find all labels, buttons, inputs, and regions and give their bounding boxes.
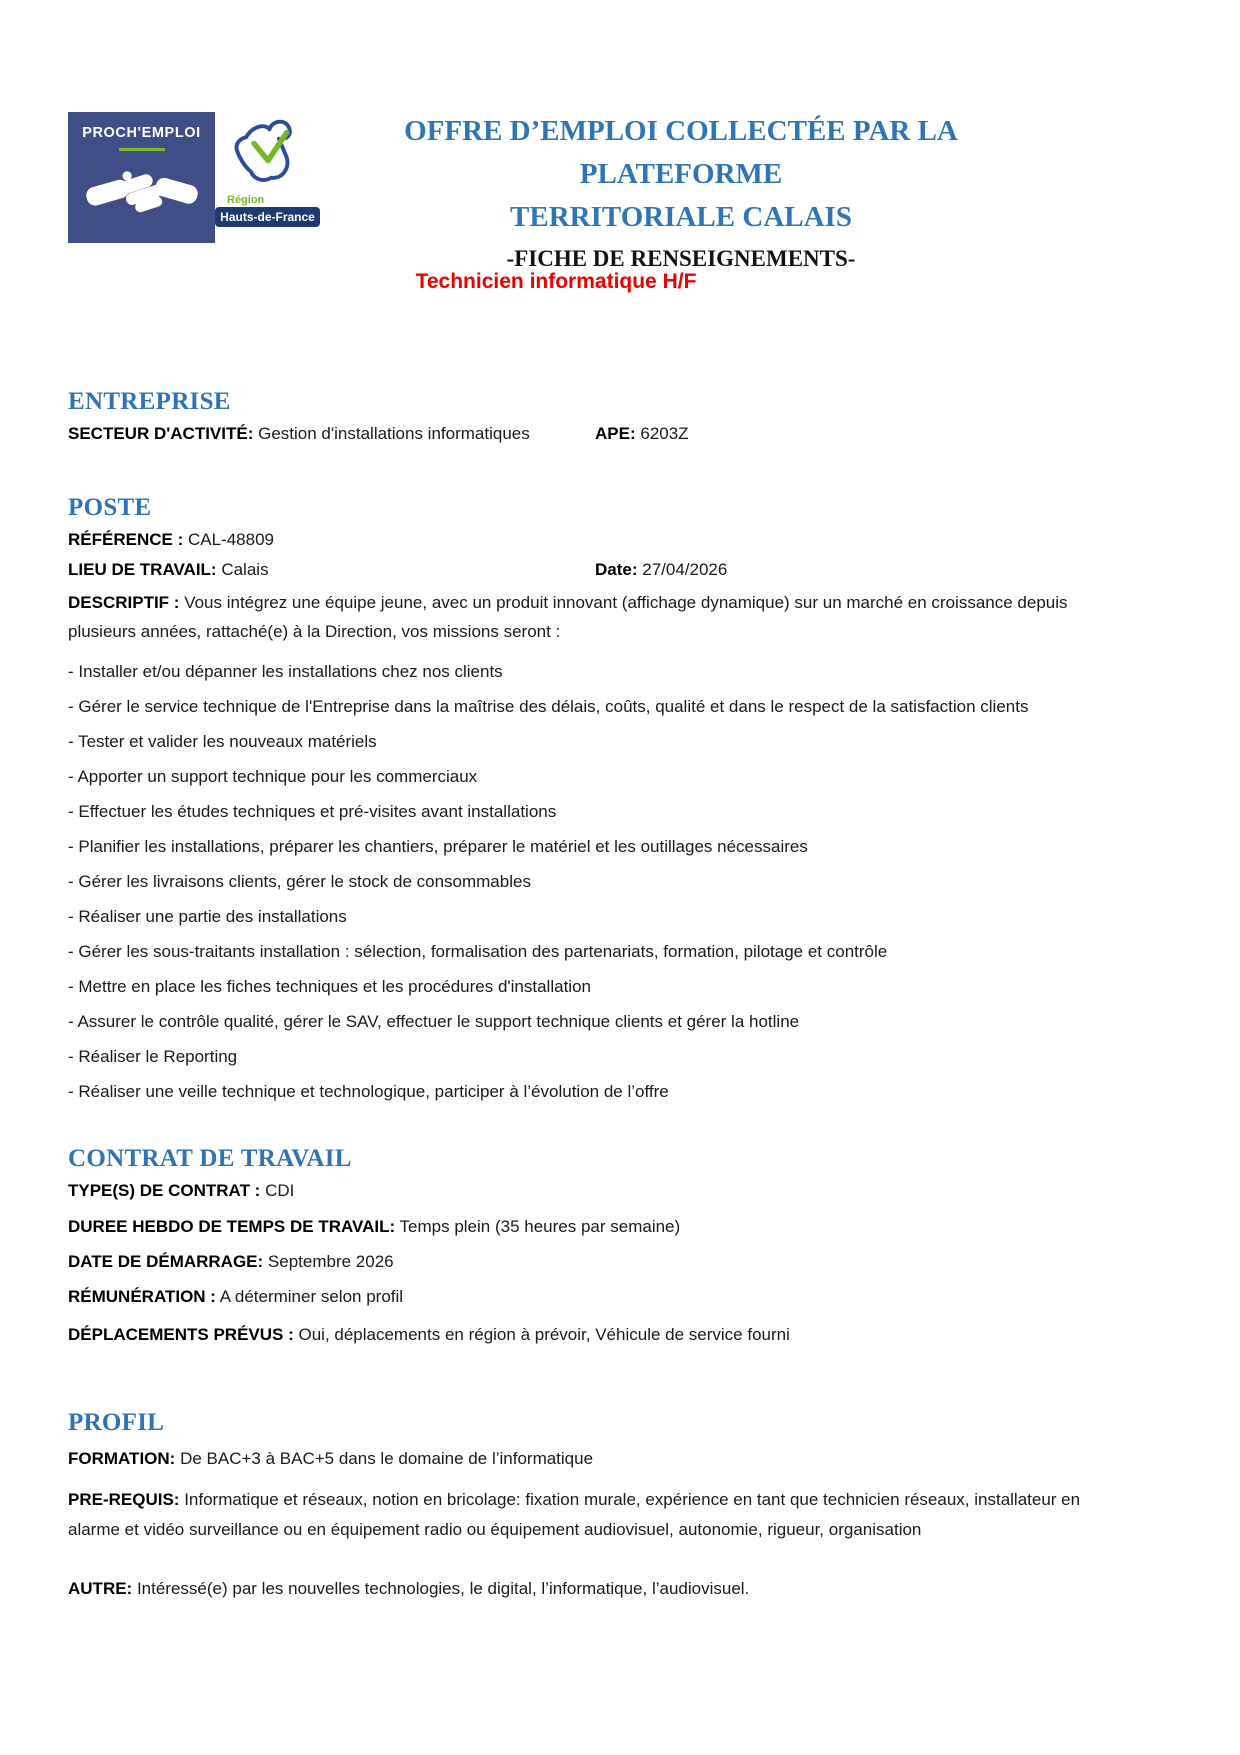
- type-contrat-label: TYPE(S) DE CONTRAT :: [68, 1181, 261, 1200]
- doc-title-line2: TERRITORIALE CALAIS: [510, 201, 852, 233]
- mission-item: - Assurer le contrôle qualité, gérer le SAV, effectuer le support technique clients et gérer la hotline: [68, 1012, 800, 1031]
- mission-item: - Effectuer les études techniques et pré-visites avant installations: [68, 802, 557, 821]
- formation-value: De BAC+3 à BAC+5 dans le domaine de l’informatique: [180, 1449, 594, 1468]
- job-title: Technicien informatique H/F: [415, 270, 697, 293]
- deplacements-row: [68, 1325, 1172, 1345]
- mission-item: - Installer et/ou dépanner les installations chez nos clients: [68, 662, 503, 681]
- reference-row: [68, 530, 1172, 550]
- france-map-heart-icon: [229, 116, 307, 193]
- document-body: [68, 388, 1172, 1599]
- prerequis-paragraph: [68, 1485, 1108, 1545]
- duree-hebdo-row: [68, 1217, 1172, 1237]
- reference-value: CAL-48809: [187, 530, 274, 549]
- brand-underline: [119, 148, 165, 151]
- ape-label: APE:: [595, 424, 636, 443]
- mission-item: - Tester et valider les nouveaux matériels: [68, 732, 377, 751]
- missions-list: [68, 654, 1172, 1109]
- autre-label: AUTRE:: [68, 1579, 133, 1598]
- secteur-activite-row: [68, 424, 1172, 444]
- lieu-travail-row: [68, 560, 1172, 580]
- remuneration-value: A déterminer selon profil: [219, 1287, 404, 1306]
- section-heading-contrat: CONTRAT DE TRAVAIL: [68, 1145, 352, 1172]
- date-label: Date:: [595, 560, 638, 579]
- ape-value: 6203Z: [640, 424, 689, 443]
- type-contrat-row: [68, 1181, 1172, 1201]
- mission-item: - Gérer les sous-traitants installation : sélection, formalisation des partenariats, formation, pilotage et contrôle: [68, 942, 888, 961]
- duree-hebdo-label: DUREE HEBDO DE TEMPS DE TRAVAIL:: [68, 1217, 396, 1236]
- formation-label: FORMATION:: [68, 1449, 176, 1468]
- descriptif-label: DESCRIPTIF :: [68, 593, 180, 612]
- duree-hebdo-value: Temps plein (35 heures par semaine): [399, 1217, 681, 1236]
- mission-item: - Gérer les livraisons clients, gérer le stock de consommables: [68, 872, 531, 891]
- mission-item: - Gérer le service technique de l'Entreprise dans la maîtrise des délais, coûts, qualité et dans le respect de la satisfaction clients: [68, 697, 1029, 716]
- descriptif-paragraph: [68, 588, 1108, 646]
- section-heading-profil: PROFIL: [68, 1409, 165, 1436]
- proch-emploi-logo: [68, 112, 320, 243]
- prerequis-value: Informatique et réseaux, notion en bricolage: fixation murale, expérience en tant que technicien réseaux, installateur en alarme et vidéo surveillance ou en équipement radio ou équipement audiovisuel, autonomie, rigueur, organisation: [68, 1490, 1081, 1539]
- doc-subtitle: -FICHE DE RENSEIGNEMENTS-: [506, 246, 856, 271]
- region-label: Région: [227, 194, 265, 206]
- logo-left-panel: [68, 112, 215, 243]
- descriptif-value: Vous intégrez une équipe jeune, avec un produit innovant (affichage dynamique) sur un marché en croissance depuis plusieurs années, rattaché(e) à la Direction, vos missions seront :: [68, 593, 1068, 641]
- section-heading-entreprise: ENTREPRISE: [68, 388, 231, 415]
- secteur-label: SECTEUR D'ACTIVITÉ:: [68, 424, 254, 443]
- doc-title-line1: OFFRE D’EMPLOI COLLECTÉE PAR LA PLATEFORME: [404, 115, 958, 190]
- remuneration-row: [68, 1287, 1172, 1307]
- autre-value: Intéressé(e) par les nouvelles technologies, le digital, l’informatique, l’audiovisuel.: [136, 1579, 750, 1598]
- autre-row: [68, 1579, 1172, 1599]
- section-heading-poste: POSTE: [68, 494, 152, 521]
- date-field: [595, 560, 727, 580]
- mission-item: - Réaliser le Reporting: [68, 1047, 238, 1066]
- mission-item: - Apporter un support technique pour les commerciaux: [68, 767, 478, 786]
- type-contrat-value: CDI: [265, 1181, 295, 1200]
- brand-text: PROCH'EMPLOI: [82, 125, 201, 141]
- remuneration-label: RÉMUNÉRATION :: [68, 1287, 216, 1306]
- handshake-icon: [86, 155, 198, 226]
- prerequis-label: PRE-REQUIS:: [68, 1490, 180, 1509]
- date-demarrage-label: DATE DE DÉMARRAGE:: [68, 1252, 264, 1271]
- reference-label: RÉFÉRENCE :: [68, 530, 184, 549]
- lieu-value: Calais: [221, 560, 269, 579]
- deplacements-label: DÉPLACEMENTS PRÉVUS :: [68, 1325, 294, 1344]
- mission-item: - Planifier les installations, préparer les chantiers, préparer le matériel et les outillages nécessaires: [68, 837, 808, 856]
- formation-row: [68, 1449, 1172, 1469]
- date-demarrage-value: Septembre 2026: [267, 1252, 394, 1271]
- logo-right-panel: [215, 112, 320, 243]
- date-value: 27/04/2026: [642, 560, 728, 579]
- document-title-block: [322, 110, 1040, 279]
- ape-field: [595, 424, 689, 444]
- date-demarrage-row: [68, 1252, 1172, 1272]
- secteur-value: Gestion d'installations informatiques: [258, 424, 530, 443]
- deplacements-value: Oui, déplacements en région à prévoir, Véhicule de service fourni: [298, 1325, 790, 1344]
- mission-item: - Réaliser une partie des installations: [68, 907, 347, 926]
- region-name: Hauts-de-France: [215, 207, 320, 227]
- mission-item: - Réaliser une veille technique et technologique, participer à l’évolution de l’offre: [68, 1082, 669, 1101]
- lieu-label: LIEU DE TRAVAIL:: [68, 560, 217, 579]
- mission-item: - Mettre en place les fiches techniques et les procédures d'installation: [68, 977, 591, 996]
